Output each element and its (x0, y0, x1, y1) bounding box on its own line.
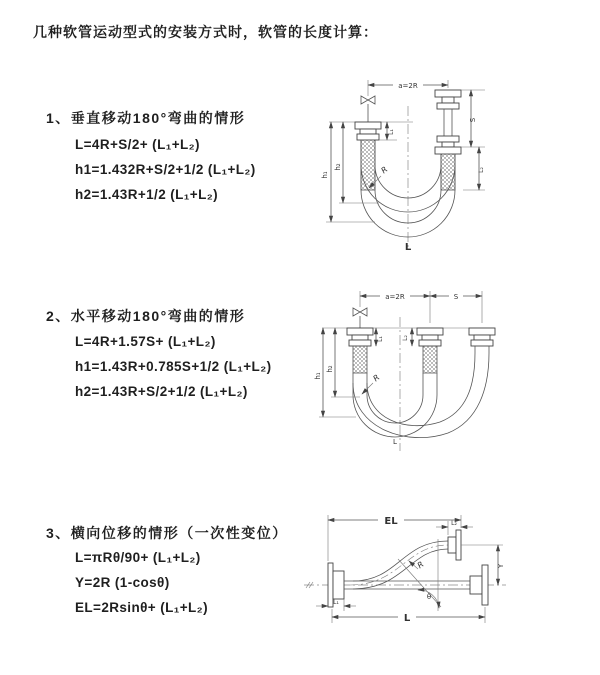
section-2-formula-h1: h1=1.43R+0.785S+1/2 (L₁+L₂) (75, 359, 272, 374)
valve-icon (353, 308, 367, 328)
valve-icon (361, 96, 375, 122)
diagram-horizontal-180 (308, 283, 600, 470)
dim-label-r: R (379, 164, 390, 176)
section-1-formula-h2: h2=1.43R+1/2 (L₁+L₂) (75, 187, 219, 202)
dimension-el (328, 513, 461, 561)
section-2-heading: 2、水平移动180°弯曲的情形 (46, 308, 246, 324)
section-3-heading: 3、横向位移的情形（一次性变位） (46, 525, 288, 541)
dim-label-h2: h₂ (326, 365, 334, 373)
dim-label-l: L (403, 613, 411, 624)
dimension-l2 (402, 328, 412, 346)
dimension-l1 (376, 328, 384, 346)
page-title: 几种软管运动型式的安装方式时，软管的长度计算： (33, 24, 378, 40)
dim-label-h1: h₁ (321, 171, 329, 179)
section-1-formula-h1: h1=1.432R+S/2+1/2 (L₁+L₂) (75, 162, 256, 177)
section-3-formula-EL: EL=2Rsinθ+ (L₁+L₂) (75, 600, 208, 615)
dim-label-y: Y (497, 563, 505, 569)
dimension-l1 (316, 599, 356, 611)
diagram-vertical-180 (313, 70, 600, 270)
dimension-s (461, 90, 485, 190)
dimension-l (332, 607, 485, 624)
hose-braid-left (361, 140, 375, 190)
dim-label-s: S (469, 117, 477, 123)
right-flange (469, 328, 495, 346)
dim-label-h1: h₁ (314, 372, 322, 380)
dim-label-l1: L₁ (333, 599, 339, 606)
dim-label-a2r: a=2R (398, 82, 418, 90)
hose-braid-right (441, 154, 455, 190)
right-pipe (435, 90, 461, 154)
left-flange (355, 122, 381, 140)
dim-label-l2: L₂ (451, 520, 457, 527)
angle-construction (398, 539, 441, 611)
dimension-a2r (360, 290, 482, 323)
dim-label-el: EL (384, 516, 398, 527)
hose-braid-left (353, 346, 367, 373)
middle-flange (417, 328, 443, 346)
dimension-l2 (436, 520, 473, 535)
dim-label-theta: θ (426, 593, 432, 601)
section-3-formula-Y: Y=2R (1-cosθ) (75, 575, 170, 590)
hose-braid-middle (423, 346, 437, 373)
hose-u-curves (353, 346, 489, 438)
dim-label-s: S (453, 293, 459, 301)
section-1-formula-L: L=4R+S/2+ (L₁+L₂) (75, 137, 200, 152)
radius-callout (362, 373, 381, 394)
diagram-lateral-displacement (298, 503, 600, 655)
dim-label-l2: L₂ (478, 167, 485, 173)
dimension-s (430, 290, 482, 301)
section-1-heading: 1、垂直移动180°弯曲的情形 (46, 110, 246, 126)
dimension-l1 (379, 122, 397, 140)
dim-label-l: L (393, 438, 397, 446)
hose-s-curve (350, 541, 448, 589)
dim-label-l2: L₂ (402, 335, 409, 341)
dim-label-r: R (371, 372, 382, 384)
section-2-formula-L: L=4R+1.57S+ (L₁+L₂) (75, 334, 216, 349)
dim-label-l1: L₁ (377, 336, 384, 342)
dim-label-l: L (404, 242, 412, 253)
dim-label-a2r: a=2R (385, 293, 405, 301)
dimension-l2 (478, 147, 485, 190)
right-flange (470, 565, 488, 605)
upper-flange (448, 530, 461, 560)
radius-callout (409, 560, 425, 571)
dim-label-h2: h₂ (334, 163, 342, 171)
dim-label-r: R (415, 559, 426, 571)
dim-label-l1: L₁ (388, 129, 395, 135)
left-flange (347, 328, 373, 346)
section-3-formula-L: L=πRθ/90+ (L₁+L₂) (75, 550, 201, 565)
section-2-formula-h2: h2=1.43R+S/2+1/2 (L₁+L₂) (75, 384, 248, 399)
